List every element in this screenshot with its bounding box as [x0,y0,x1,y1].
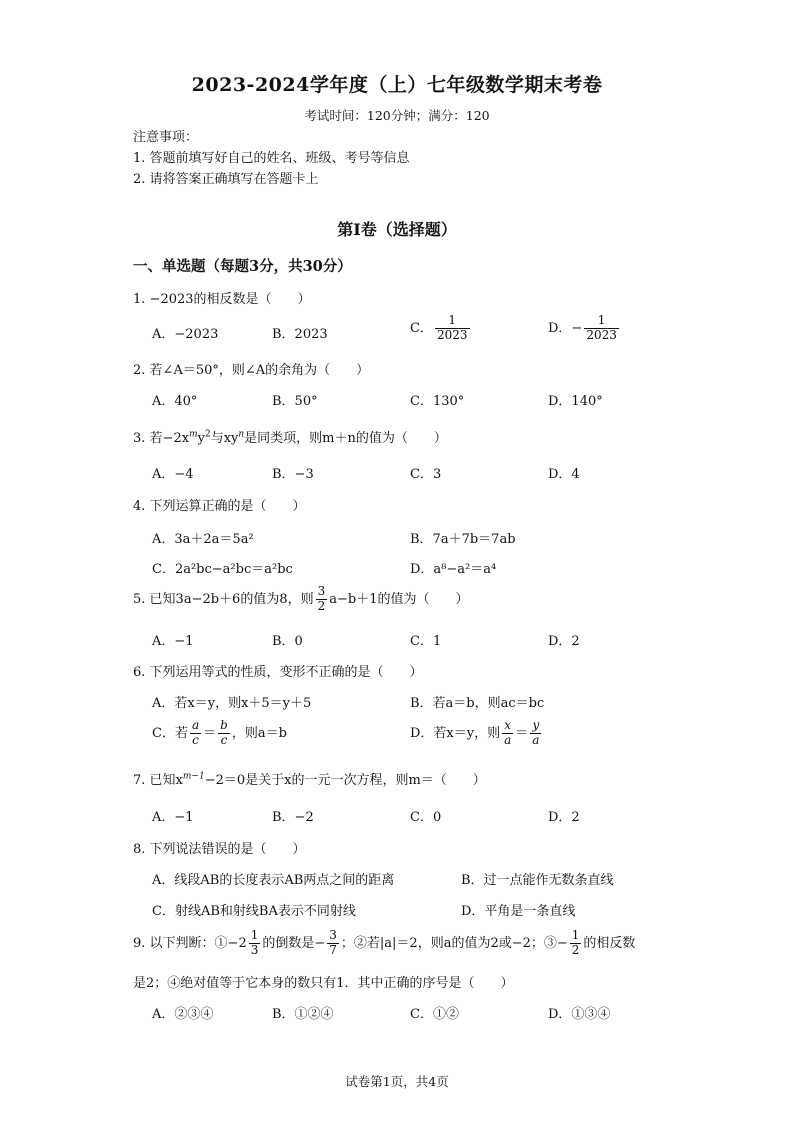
page-title: 2023-2024学年度（上）七年级数学期末考卷 [191,74,603,96]
option-d [548,314,621,343]
question-6 [133,661,423,680]
option-a: A．−2023 [152,327,219,342]
exam-info: 考试时间：120分钟；满分：120 [304,108,490,123]
question-7 [133,769,486,788]
option-d: D．①③④ [548,1007,611,1022]
fraction: $\frac{b}{c}$ [220,718,228,747]
option-c: C．130° [410,394,465,409]
option-a: A．−4 [152,467,194,482]
notice-heading: 注意事项： [133,130,199,145]
question-stem: 下列运用等式的性质，变形不正确的是（ ） [149,665,423,680]
option-a: A．线段AB的长度表示AB两点之间的距离 [152,873,395,888]
option-b: B．−2 [272,810,314,825]
fraction: $\frac{3}{7}$ [329,928,337,957]
option-a: A．40° [152,394,198,409]
option-b: B．①②④ [272,1007,334,1022]
option-c: C．3 [410,467,442,482]
option-c: C．1 [410,634,442,649]
option-c: C．0 [410,810,442,825]
option-a: A．若x＝y，则x＋5＝y＋5 [152,696,312,711]
question-number: 7. [133,773,146,788]
option-label: C． [410,320,433,336]
option-a: A．−1 [152,810,194,825]
option-c: C．射线AB和射线BA表示不同射线 [152,904,356,919]
question-5 [133,585,469,614]
option-d: D．2 [548,810,580,825]
notice-item: 2. 请将答案正确填写在答题卡上 [133,172,319,187]
option-d: D．若x＝y，则 $\frac{x}{a}$ ＝ $\frac{y}{a}$ [410,718,540,747]
section-title: 第I卷（选择题） [337,220,457,239]
question-number: 2. [133,363,146,378]
question-number: 4. [133,499,146,514]
option-b: B．50° [272,394,318,409]
option-b: B．若a＝b，则ac＝bc [410,696,545,711]
question-stem: 以下判断：①−2 $\frac{1}{3}$ 的倒数是− $\frac{3}{7}$ ；②若|a|＝2，则a的值为2或−2；③− $\frac{1}{2}$ 的相反数 [149,928,636,957]
fraction: $\frac{a}{c}$ [191,718,200,747]
option-c: C．若 $\frac{a}{c}$ ＝ $\frac{b}{c}$ ，则a＝b [152,718,287,747]
fraction: $\frac{1}{3}$ [250,928,259,957]
option-d: D．2 [548,634,580,649]
question-stem: 下列说法错误的是（ ） [149,842,306,857]
option-d: D．4 [548,467,580,482]
question-9 [133,929,635,958]
question-stem: 下列运算正确的是（ ） [149,499,306,514]
option-b: B．7a＋7b＝7ab [410,532,516,547]
question-4 [133,495,306,514]
question-number: 6. [133,665,146,680]
question-number: 8. [133,842,146,857]
option-b: B．0 [272,634,303,649]
question-number: 3. [133,431,146,446]
option-c: C．2a²bc−a²bc＝a²bc [152,562,293,577]
option-b: B．过一点能作无数条直线 [461,873,614,888]
notice-item: 1. 答题前填写好自己的姓名、班级、考号等信息 [133,151,410,166]
question-1 [133,288,311,307]
fraction: $\frac{1}{2023}$ [436,313,468,342]
option-c: C．①② [410,1007,459,1022]
option-d: D．a⁸−a²＝a⁴ [410,562,497,577]
option-c [410,314,472,343]
question-number: 5. [133,591,146,607]
option-b: B．−3 [272,467,314,482]
page-footer: 试卷第1页，共4页 [345,1074,449,1089]
question-2 [133,359,369,378]
question-stem: 已知$x^{m-1}-2=0$是关于x的一元一次方程，则m＝（ ） [149,771,486,788]
option-a: A．②③④ [152,1007,214,1022]
option-label: D．− [548,320,583,336]
fraction: $\frac{3}{2}$ [317,584,326,613]
option-d: D．140° [548,394,603,409]
question-number: 9. [133,935,146,951]
fraction: $\frac{x}{a}$ [504,718,512,747]
option-a: A．3a＋2a＝5a² [152,532,254,547]
question-stem: 若$-2x^my^2$与$xy^n$是同类项，则m＋n的值为（ ） [149,429,447,446]
option-b: B．2023 [272,327,328,342]
question-8 [133,838,306,857]
question-number: 1. [133,292,146,307]
question-3 [133,427,447,446]
part-title: 一、单选题（每题3分，共30分） [133,258,352,275]
fraction: $\frac{1}{2023}$ [586,313,617,342]
question-stem: 若∠A＝50°，则∠A的余角为（ ） [149,363,370,378]
fraction: $\frac{1}{2}$ [571,928,580,957]
question-stem-continued: 是2；④绝对值等于它本身的数只有1．其中正确的序号是（ ） [133,976,514,991]
question-stem: 已知3a−2b＋6的值为8，则 $\frac{3}{2}$ a−b＋1的值为（ ） [149,584,469,613]
option-d: D．平角是一条直线 [461,904,576,919]
question-stem: −2023的相反数是（ ） [149,292,311,307]
fraction: $\frac{y}{a}$ [532,718,540,747]
option-a: A．−1 [152,634,194,649]
